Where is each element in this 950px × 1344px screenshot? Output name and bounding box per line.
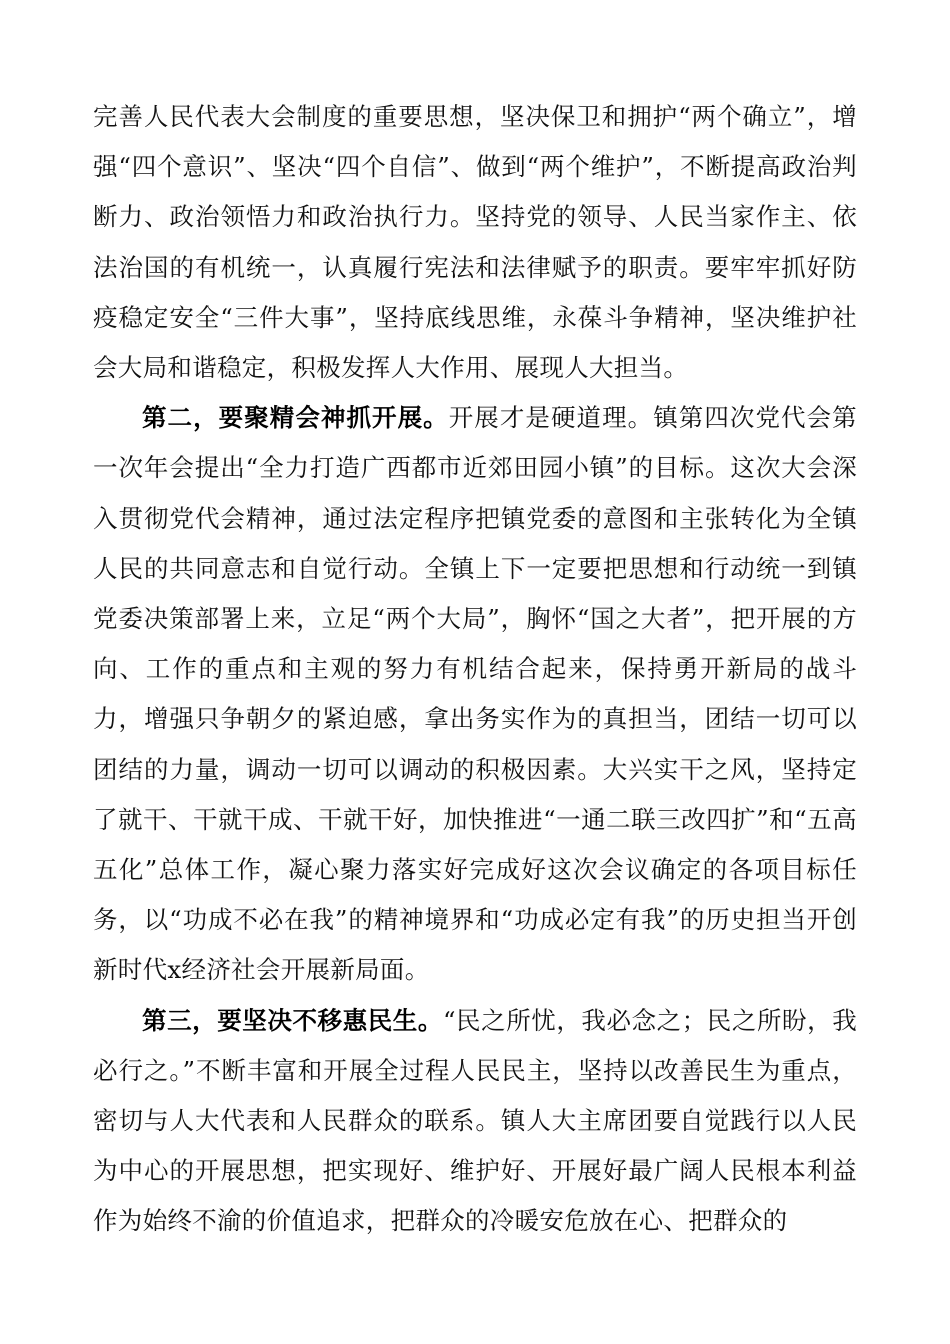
paragraph-second-point	[93, 393, 857, 995]
paragraph-text: “民之所忧，我必念之；民之所盼，我必行之。”不断丰富和开展全过程人民民主，坚持以改善民生为重点，密切与人大代表和人民群众的联系。镇人大主席团要自觉践行以人民为中心的开展思想，把实现好、维护好、开展好最广阔人民根本利益作为始终不渝的价值追求，把群众的冷暖安危放在心、把群众的	[93, 1005, 857, 1236]
document-body	[93, 92, 857, 1247]
paragraph-text: 完善人民代表大会制度的重要思想，坚决保卫和拥护“两个确立”，增强“四个意识”、坚决“四个自信”、做到“两个维护”，不断提高政治判断力、政治领悟力和政治执行力。坚持党的领导、人民当家作主、依法治国的有机统一，认真履行宪法和法律赋予的职责。要牢牢抓好防疫稳定安全“三件大事”，坚持底线思维，永葆斗争精神，坚决维护社会大局和谐稳定，积极发挥人大作用、展现人大担当。	[93, 102, 857, 383]
paragraph-continuation	[93, 92, 857, 393]
paragraph-heading: 第三，要坚决不移惠民生。	[142, 1005, 443, 1035]
paragraph-text: 开展才是硬道理。镇第四次党代会第一次年会提出“全力打造广西都市近郊田园小镇”的目标。这次大会深入贯彻党代会精神，通过法定程序把镇党委的意图和主张转化为全镇人民的共同意志和自觉行动。全镇上下一定要把思想和行动统一到镇党委决策部署上来，立足“两个大局”，胸怀“国之大者”，把开展的方向、工作的重点和主观的努力有机结合起来，保持勇开新局的战斗力，增强只争朝夕的紧迫感，拿出务实作为的真担当，团结一切可以团结的力量，调动一切可以调动的积极因素。大兴实干之风，坚持定了就干、干就干成、干就干好，加快推进“一通二联三改四扩”和“五高五化”总体工作，凝心聚力落实好完成好这次会议确定的各项目标任务，以“功成不必在我”的精神境界和“功成必定有我”的历史担当开创新时代x经济社会开展新局面。	[93, 403, 857, 985]
paragraph-third-point	[93, 996, 857, 1247]
paragraph-heading: 第二，要聚精会神抓开展。	[142, 403, 449, 433]
